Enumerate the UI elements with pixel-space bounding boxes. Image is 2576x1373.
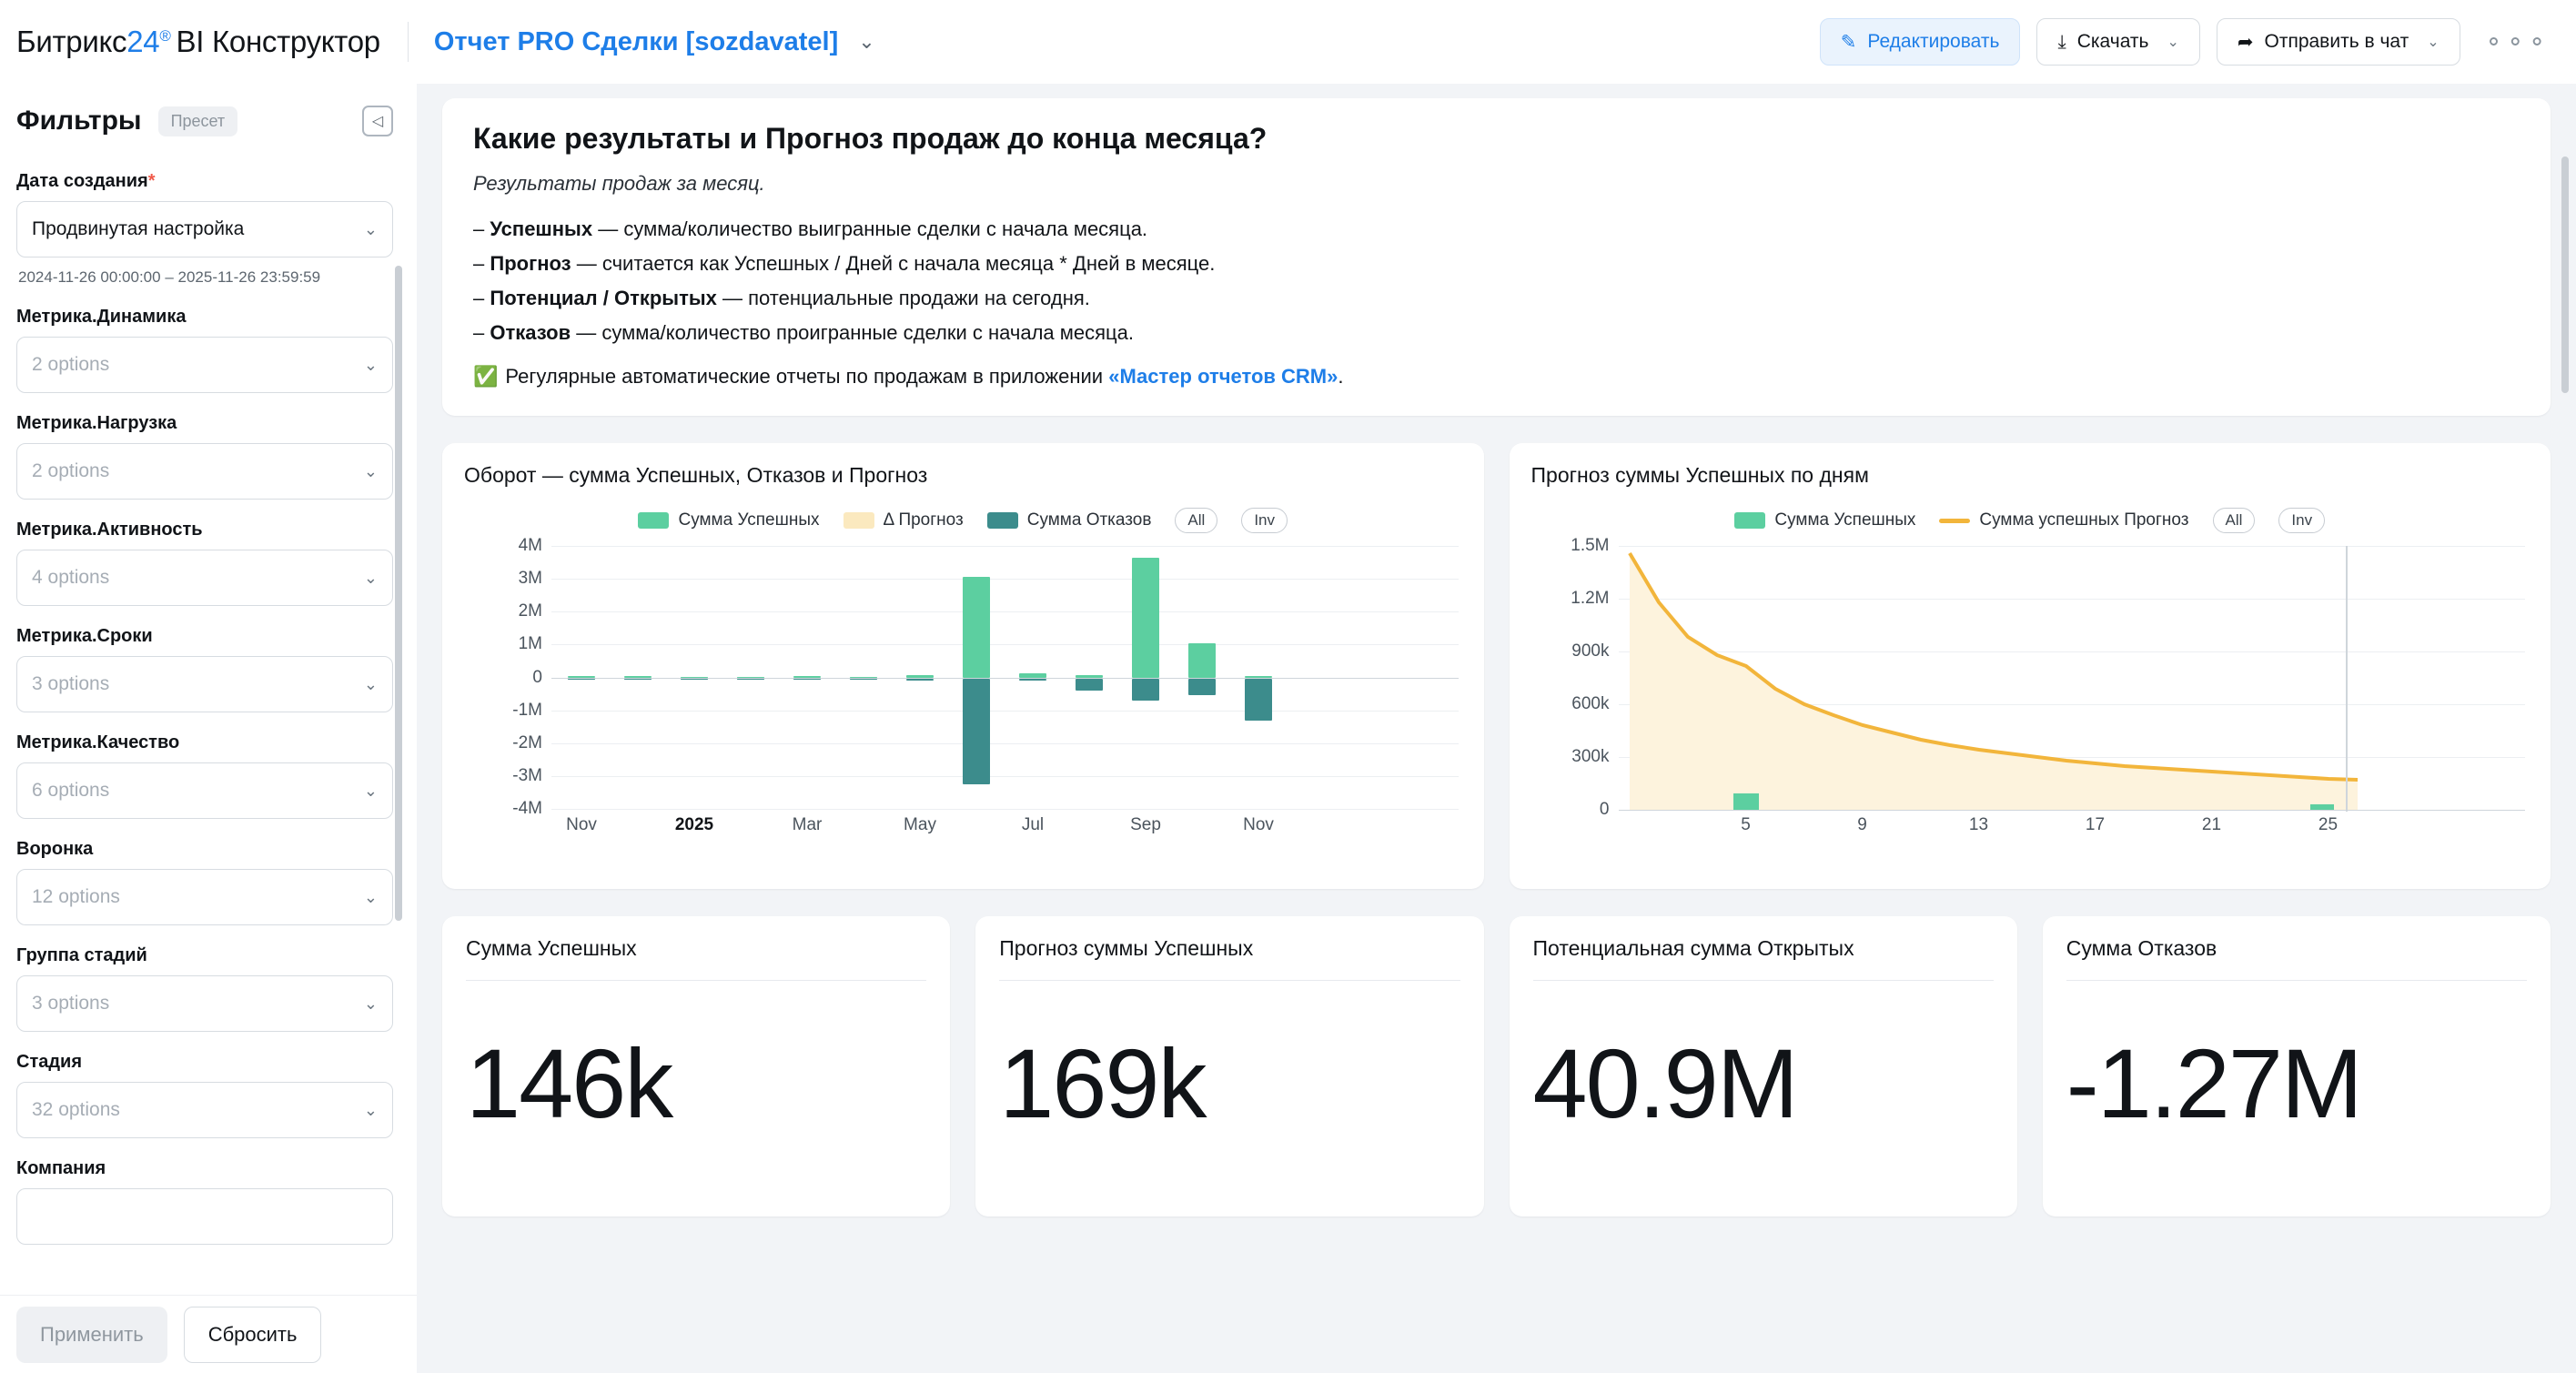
chevron-down-icon: ⌄ [363,781,378,800]
y-tick: 300k [1571,747,1610,766]
collapse-sidebar-icon[interactable]: ◁ [362,106,393,136]
filter-item [16,1158,393,1245]
filter-item [16,307,393,393]
y-tick: 1M [518,634,542,653]
filter-label-gruppa-stadiy: Группа стадий [16,945,147,965]
download-button[interactable] [2036,18,2199,66]
x-tick: 9 [1857,815,1867,834]
bar-success[interactable] [568,676,595,678]
bar-success[interactable] [737,677,764,678]
kpi-row [442,916,2551,1217]
legend-item[interactable] [844,510,964,530]
bar-success[interactable] [1733,793,1759,810]
y-tick: -1M [512,701,542,720]
x-tick: Jul [1021,815,1045,834]
divider [408,22,409,62]
bar-success[interactable] [1188,643,1216,678]
filter-item [16,945,393,1032]
legend-item[interactable] [987,510,1152,530]
kpi-title: Сумма Успешных [466,936,637,960]
x-tick: Sep [1130,815,1161,834]
bar-loss[interactable] [624,679,652,680]
bar-loss[interactable] [568,679,595,680]
legend-label: Сумма успешных Прогноз [1979,510,2189,530]
check-icon: ✅ [473,365,499,388]
y-tick: 3M [518,569,542,588]
x-tick: 5 [1741,815,1751,834]
filter-label-metrika-nagruzka: Метрика.Нагрузка [16,413,177,433]
filter-label-metrika-sroki: Метрика.Сроки [16,626,153,646]
x-axis-ticks [1619,815,2526,843]
kpi-card-potential-open-sum [1510,916,2017,1217]
bullet-term: Прогноз [490,252,571,275]
legend-swatch-forecast-line-icon [1939,519,1970,523]
forecast-area-fill [1630,553,2358,810]
dashboard-main [417,84,2576,1373]
x-tick: 21 [2201,815,2222,834]
filter-label-date-text: Дата создания [16,171,148,191]
brand-black: Битрикс [16,25,127,58]
filter-select-metrika-sroki[interactable] [16,656,393,712]
x-axis-ticks [551,815,1459,843]
brand-registered-icon: ® [159,27,171,45]
chevron-down-icon[interactable]: ⌄ [858,30,875,53]
filter-select-stadiya[interactable] [16,1082,393,1138]
turnover-chart-card [442,443,1484,889]
filter-select-date[interactable] [16,201,393,257]
filters-footer [0,1295,417,1373]
filter-select-date-value: Продвинутая настройка [32,218,245,239]
bar-loss[interactable] [1019,679,1046,681]
filter-label-voronka: Воронка [16,839,94,859]
filter-label-metrika-aktivnost: Метрика.Активность [16,520,203,540]
intro-card [442,98,2551,416]
share-icon: ➦ [2237,31,2254,53]
filters-sidebar [0,84,417,1373]
bullet-text: — потенциальные продажи на сегодня. [716,287,1090,309]
kpi-title: Сумма Отказов [2066,936,2217,960]
chevron-down-icon: ⌄ [363,568,378,587]
legend-all-button[interactable]: All [1175,508,1217,533]
y-tick: 900k [1571,641,1610,661]
filter-label-stadiya: Стадия [16,1052,83,1072]
download-button-label: Скачать [2076,31,2149,52]
filter-item [16,732,393,819]
kpi-value: 40.9M [1532,1028,1797,1138]
filters-header [0,84,417,142]
forecast-plot [1531,536,2530,846]
filter-value: 6 options [32,780,110,801]
intro-subtitle: Результаты продаж за месяц. [473,172,765,195]
intro-note [473,365,2520,389]
crm-report-master-link[interactable]: «Мастер отчетов CRM» [1108,365,1339,388]
report-title[interactable]: Отчет PRO Сделки [sozdavatel] [433,26,839,56]
page-title: Какие результаты и Прогноз продаж до конца месяца? [473,122,1268,155]
bullet-term: Успешных [490,217,593,240]
intro-note-text: Регулярные автоматические отчеты по продажам в приложении [505,365,1109,388]
forecast-chart-card [1510,443,2551,889]
send-to-chat-label: Отправить в чат [2264,31,2409,52]
x-tick: 25 [2318,815,2339,834]
filter-item [16,626,393,712]
bar-success[interactable] [1132,558,1159,678]
top-bar [0,0,2576,84]
x-tick: Nov [566,815,597,834]
bullet-dash: – [473,252,485,275]
intro-bullet [473,217,2520,241]
chevron-down-icon: ⌄ [363,219,378,238]
y-tick: -3M [512,766,542,785]
bullet-text: — сумма/количество проигранные сделки с начала месяца. [571,321,1134,344]
more-options-icon[interactable]: ⚬⚬⚬ [2483,27,2549,56]
chevron-down-icon: ⌄ [363,994,378,1013]
filter-select-voronka[interactable] [16,869,393,925]
bar-loss[interactable] [1132,679,1159,701]
x-tick: Nov [1243,815,1274,834]
edit-button-label: Редактировать [1867,31,2000,52]
y-axis-ticks [1531,536,1610,819]
x-tick: 2025 [674,815,714,834]
filter-item [16,413,393,500]
bar-loss[interactable] [681,679,708,680]
bar-loss[interactable] [850,679,877,680]
legend-item[interactable] [638,510,819,530]
kpi-value: -1.27M [2066,1028,2361,1138]
kpi-title: Прогноз суммы Успешных [999,936,1254,960]
legend-label: Δ Прогноз [883,510,964,530]
filters-list [0,142,417,1245]
legend-swatch-loss-icon [987,512,1018,529]
filter-select-gruppa-stadiy[interactable] [16,975,393,1032]
bullet-text: — сумма/количество выигранные сделки с начала месяца. [592,217,1148,240]
bullet-dash: – [473,287,485,309]
bullet-text: — считается как Успешных / Дней с начала месяца * Дней в месяце. [571,252,1216,275]
kpi-title: Потенциальная сумма Открытых [1532,936,1854,960]
filter-value: 3 options [32,673,110,694]
chevron-down-icon: ⌄ [363,887,378,906]
preset-chip[interactable]: Пресет [158,106,238,136]
bar-success[interactable] [2310,804,2334,810]
legend-inv-button[interactable]: Inv [1241,508,1288,533]
kpi-card-forecast-sum [975,916,1483,1217]
brand-blue: 24 [126,25,160,58]
filter-value: 12 options [32,886,120,907]
bar-success[interactable] [1076,675,1103,678]
bar-success[interactable] [963,577,990,678]
filters-title: Фильтры [16,106,142,136]
legend-label: Сумма Успешных [1774,510,1916,530]
legend-all-button[interactable]: All [2213,508,2256,533]
filter-value: 2 options [32,460,110,481]
intro-bullet [473,287,2520,310]
legend-label: Сумма Успешных [678,510,820,530]
y-tick: -2M [512,733,542,752]
intro-bullet [473,252,2520,276]
filter-value: 2 options [32,354,110,375]
bar-success[interactable] [681,677,708,678]
y-tick: 1.5M [1571,536,1610,555]
legend-swatch-success-icon [1734,512,1765,529]
bar-success[interactable] [793,676,821,678]
legend-label: Сумма Отказов [1026,510,1152,530]
charts-row [442,443,2551,889]
legend-item[interactable] [1734,510,1915,530]
bar-loss[interactable] [1188,679,1216,695]
filter-select-metrika-dinamika[interactable] [16,337,393,393]
filter-select-metrika-aktivnost[interactable] [16,550,393,606]
x-tick: 13 [1968,815,1989,834]
bullet-dash: – [473,217,485,240]
bar-success[interactable] [906,675,934,678]
divider [466,980,926,981]
turnover-chart-legend [464,508,1462,533]
forecast-chart-legend [1531,508,2530,533]
chevron-down-icon: ⌄ [363,674,378,693]
kpi-card-loss-sum [2043,916,2551,1217]
y-tick: 0 [532,668,542,687]
forecast-chart-title: Прогноз суммы Успешных по дням [1530,463,1869,487]
bar-success[interactable] [850,677,877,678]
intro-note-tail: . [1338,365,1344,388]
bar-success[interactable] [624,676,652,678]
bullet-term: Потенциал / Открытых [490,287,717,309]
brand-logo[interactable] [16,25,380,59]
bullet-dash: – [473,321,485,344]
filter-select-kompaniya[interactable] [16,1188,393,1245]
x-tick: 17 [2085,815,2106,834]
chevron-down-icon: ⌄ [363,1100,378,1119]
y-tick: 1.2M [1571,589,1610,608]
chevron-down-icon: ⌄ [363,355,378,374]
pencil-icon: ✎ [1840,31,1857,53]
filter-item [16,839,393,925]
filter-select-metrika-kachestvo[interactable] [16,762,393,819]
forecast-area-series [1619,546,2365,812]
bar-success[interactable] [1019,673,1046,678]
chevron-down-icon: ⌄ [363,461,378,480]
download-icon: ⤓ [2057,31,2066,53]
required-marker: * [147,171,156,191]
filter-item [16,1052,393,1138]
y-tick: 0 [1599,800,1610,819]
legend-swatch-forecast-icon [844,512,874,529]
intro-bullet [473,321,2520,345]
legend-inv-button[interactable]: Inv [2278,508,2325,533]
bar-series [551,546,1459,810]
filter-label-metrika-dinamika: Метрика.Динамика [16,307,187,327]
x-tick: May [904,815,936,834]
y-tick: 2M [518,601,542,621]
chevron-down-icon: ⌄ [2167,35,2179,50]
turnover-plot [464,536,1462,846]
brand-product: BI Конструктор [176,25,380,58]
bar-loss[interactable] [906,679,934,681]
y-tick: 600k [1571,694,1610,713]
bar-loss[interactable] [793,679,821,680]
content-area [0,84,2576,1373]
edit-button[interactable] [1820,18,2021,66]
kpi-value: 169k [999,1028,1206,1138]
send-to-chat-button[interactable] [2217,18,2460,66]
divider [1533,980,1994,981]
y-tick: -4M [512,799,542,818]
filter-label-kompaniya: Компания [16,1158,106,1178]
bar-loss[interactable] [737,679,764,680]
legend-item[interactable] [1939,510,2188,530]
bar-loss[interactable] [963,679,990,784]
bar-loss[interactable] [1245,679,1272,721]
x-tick: Mar [792,815,823,834]
kpi-value: 146k [466,1028,672,1138]
filter-value: 4 options [32,567,110,588]
chevron-down-icon: ⌄ [2427,35,2440,50]
reset-button[interactable]: Сбросить [184,1307,322,1363]
y-tick: 4M [518,536,542,555]
intro-bullets [473,217,2520,345]
bar-success[interactable] [1245,676,1272,678]
filter-value: 32 options [32,1099,120,1120]
date-range-text: 2024-11-26 00:00:00 – 2025-11-26 23:59:59 [18,268,321,286]
divider [999,980,1460,981]
bullet-term: Отказов [490,321,571,344]
bar-loss[interactable] [1076,679,1103,691]
filter-label-date [16,171,393,192]
filter-select-metrika-nagruzka[interactable] [16,443,393,500]
kpi-card-success-sum [442,916,950,1217]
filter-value: 3 options [32,993,110,1014]
filter-item [16,520,393,606]
y-axis-ticks [464,536,542,818]
main-scrollbar[interactable] [2561,156,2569,393]
plot-gridlines [551,546,1459,810]
divider [2066,980,2527,981]
legend-swatch-success-icon [638,512,669,529]
turnover-chart-title: Оборот — сумма Успешных, Отказов и Прогноз [464,463,928,487]
filter-label-metrika-kachestvo: Метрика.Качество [16,732,180,752]
apply-button[interactable]: Применить [16,1307,167,1363]
sidebar-scrollbar[interactable] [395,266,402,921]
